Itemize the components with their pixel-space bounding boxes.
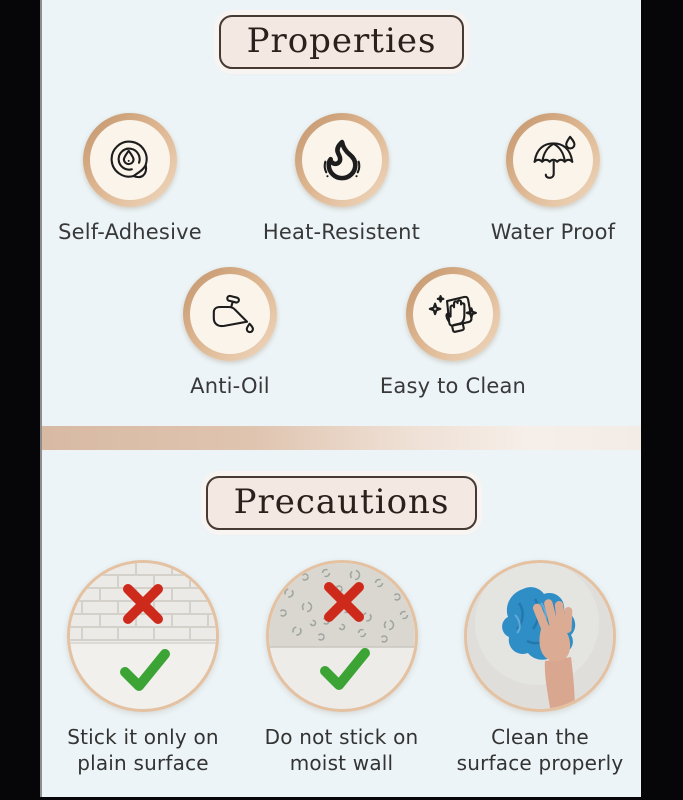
precautions-row (42, 560, 641, 776)
oil-can-icon (202, 286, 258, 342)
property-label: Water Proof (490, 220, 616, 244)
precautions-title: Precautions (206, 476, 478, 530)
forearm (545, 657, 575, 709)
property-label: Heat-Resistent (262, 220, 421, 244)
property-label: Self-Adhesive (58, 220, 202, 244)
hand-wiping-surface-image (464, 560, 616, 712)
icon-ring (183, 267, 277, 361)
precaution-moist-wall (249, 560, 435, 776)
sticker-peel-icon (102, 132, 158, 188)
properties-title: Properties (219, 15, 465, 69)
property-water-proof (465, 113, 641, 245)
precaution-label: Do not stick on moist wall (264, 725, 419, 775)
property-label: Easy to Clean (379, 374, 527, 398)
brick-wall-cross-check-image (67, 560, 219, 712)
icon-ring (295, 113, 389, 207)
precaution-label: Stick it only on plain surface (67, 725, 219, 775)
property-heat-resistent (254, 113, 430, 245)
icon-ring (506, 113, 600, 207)
umbrella-raindrop-icon (525, 132, 581, 188)
moist-wall-cross-check-image (266, 560, 418, 712)
precaution-plain-surface (50, 560, 236, 776)
icon-ring (83, 113, 177, 207)
properties-row-2 (42, 267, 641, 399)
precaution-clean-surface (447, 560, 633, 776)
properties-row-1 (42, 113, 641, 245)
section-divider (42, 426, 641, 450)
property-easy-to-clean (365, 267, 541, 399)
property-label: Anti-Oil (190, 374, 270, 398)
icon-ring (406, 267, 500, 361)
infographic-canvas (40, 0, 641, 797)
property-self-adhesive (42, 113, 218, 245)
wiping-hand-icon (425, 286, 481, 342)
flame-icon (314, 132, 370, 188)
property-anti-oil (142, 267, 318, 399)
precaution-label: Clean the surface properly (456, 725, 624, 775)
